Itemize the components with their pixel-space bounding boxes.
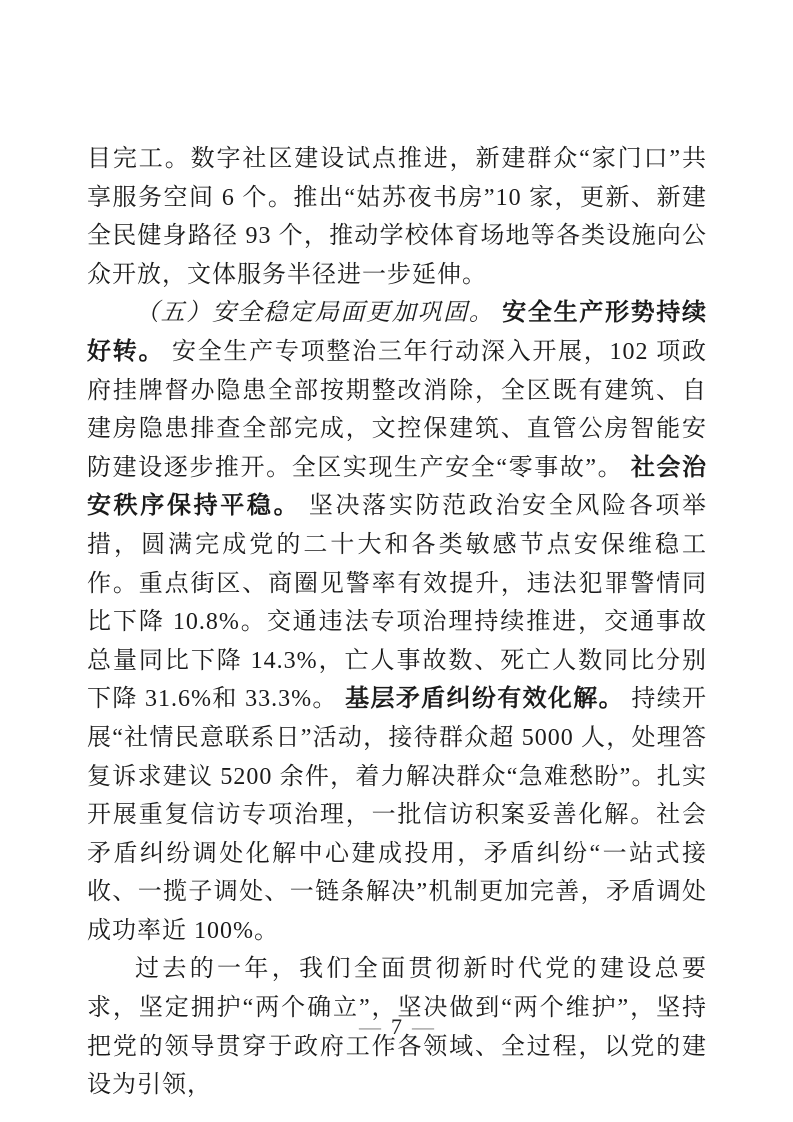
page-number-right-dash: — (412, 1014, 434, 1039)
body-text-segment: 目完工。数字社区建设试点推进，新建群众“家门口”共享服务空间 6 个。推出“姑苏夜书房”10 家，更新、新建全民健身路径 93 个，推动学校体育场地等各类设施向公众开放，文体服务半径进一步延伸。 (87, 146, 707, 288)
section-number-heading: （五）安全稳定局面更加巩固。 (135, 300, 495, 327)
body-paragraph-section-5 (87, 294, 707, 950)
body-text-segment: 过去的一年，我们全面贯彻新时代党的建设总要求，坚定拥护“两个确立”，坚决做到“两个维护”，坚持把党的领导贯穿于政府工作各领域、全过程，以党的建设为引领， (87, 956, 707, 1099)
page-footer (0, 1012, 793, 1042)
page-number: 7 (391, 1014, 402, 1039)
bold-topic-sentence-public-order: 社会治安秩序保持平稳。 (87, 453, 708, 520)
bold-topic-sentence-dispute-resolution: 基层矛盾纠纷有效化解。 (345, 685, 624, 713)
body-text-segment: 持续开展“社情民意联系日”活动，接待群众超 5000 人，处理答复诉求建议 5200 余件，着力解决群众“急难愁盼”。扎实开展重复信访专项治理，一批信访积案妥善化解。社会矛盾纠纷调处化解中心建成投用，矛盾纠纷“一站式接收、一揽子调处、一链条解决”机制更加完善，矛盾调处成功率近 100%。 (87, 686, 708, 944)
bold-topic-sentence-work-safety: 安全生产形势持续好转。 (87, 299, 708, 365)
document-text-block (87, 140, 707, 1105)
page-number-left-dash: — (359, 1014, 381, 1039)
body-paragraph-continuation (87, 140, 707, 294)
body-text-segment: 坚决落实防范政治安全风险各项举措，圆满完成党的二十大和各类敏感节点安保维稳工作。重点街区、商圈见警率有效提升，违法犯罪警情同比下降 10.8%。交通违法专项治理持续推进，交通事故总量同比下降 14.3%，亡人事故数、死亡人数同比分别下降 31.6%和 33.3%。 (87, 493, 708, 713)
body-text-segment: 安全生产专项整治三年行动深入开展，102 项政府挂牌督办隐患全部按期整改消除，全区既有建筑、自建房隐患排查全部完成，文控保建筑、直管公房智能安防建设逐步推开。全区实现生产安全“零事故”。 (87, 338, 708, 481)
